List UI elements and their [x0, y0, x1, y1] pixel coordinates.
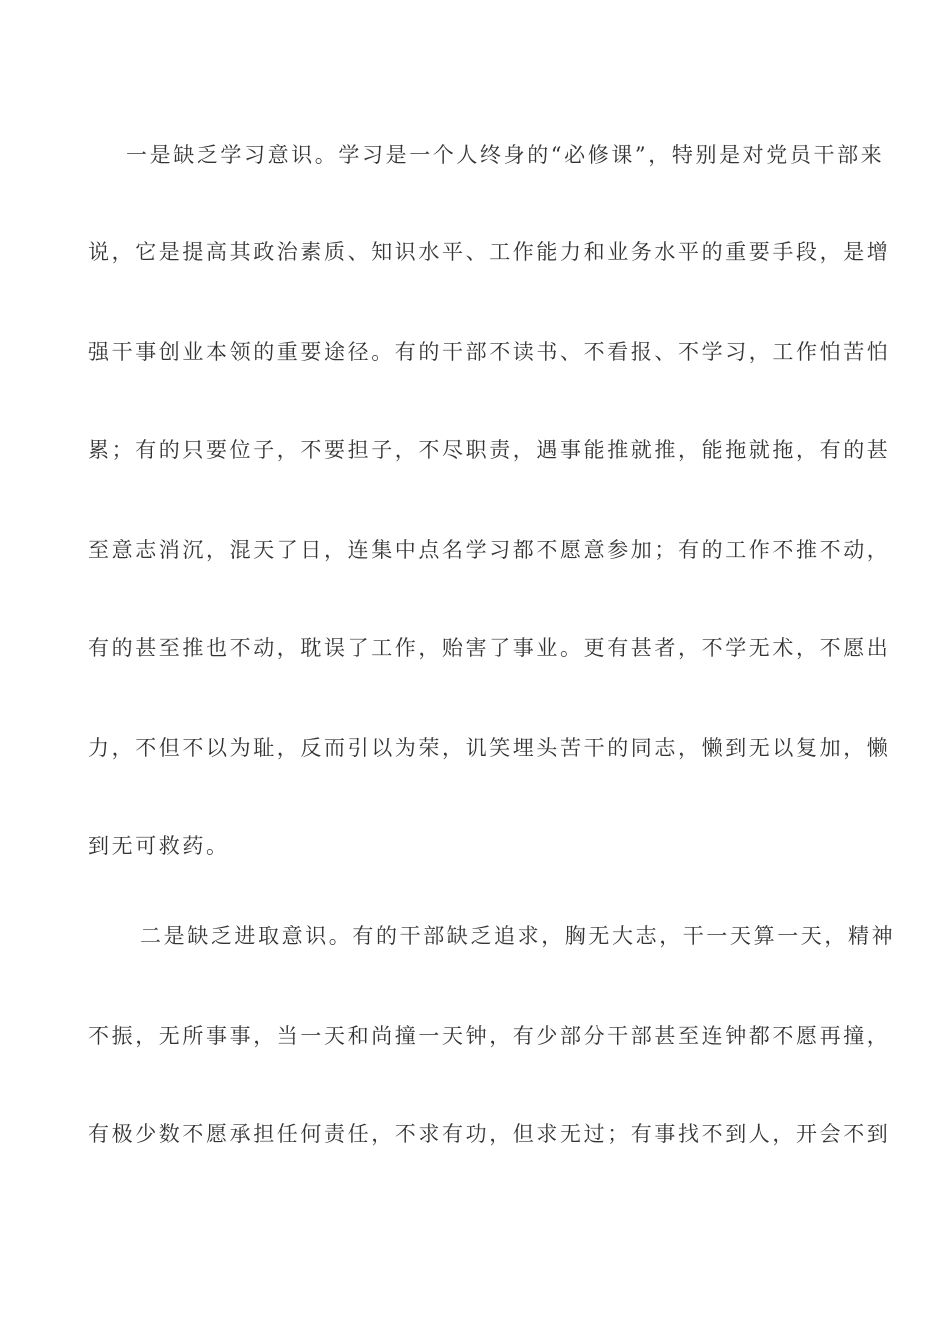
paragraph-line: 二是缺乏进取意识。有的干部缺乏追求，胸无大志，干一天算一天，精神 [140, 924, 896, 948]
paragraph-line: 一是缺乏学习意识。学习是一个人终身的“必修课”，特别是对党员干部来 [126, 143, 885, 167]
paragraph-line: 不振，无所事事，当一天和尚撞一天钟，有少部分干部甚至连钟都不愿再撞， [88, 1024, 891, 1048]
paragraph-line: 说，它是提高其政治素质、知识水平、工作能力和业务水平的重要手段，是增 [88, 240, 891, 264]
paragraph-line: 有的甚至推也不动，耽误了工作，贻害了事业。更有甚者，不学无术，不愿出 [88, 636, 891, 660]
paragraph-line: 至意志消沉，混天了日，连集中点名学习都不愿意参加；有的工作不推不动， [88, 538, 891, 562]
paragraph-line: 强干事创业本领的重要途径。有的干部不读书、不看报、不学习，工作怕苦怕 [88, 340, 891, 364]
paragraph-line: 到无可救药。 [88, 834, 230, 858]
paragraph-line: 力，不但不以为耻，反而引以为荣，讥笑埋头苦干的同志，懒到无以复加，懒 [88, 736, 891, 760]
paragraph-line: 有极少数不愿承担任何责任，不求有功，但求无过；有事找不到人，开会不到 [88, 1122, 891, 1146]
paragraph-line: 累；有的只要位子，不要担子，不尽职责，遇事能推就推，能拖就拖，有的甚 [88, 438, 891, 462]
